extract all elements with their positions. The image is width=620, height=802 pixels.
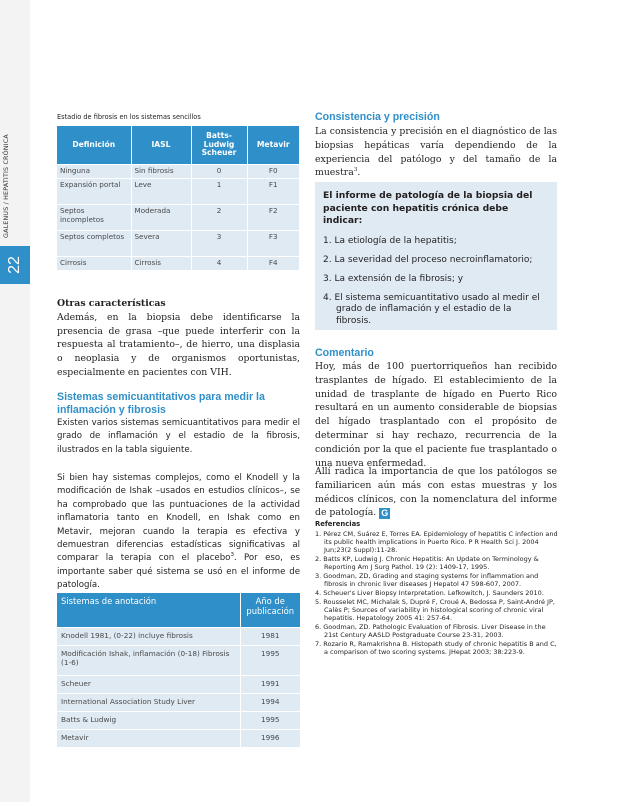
table-cell: 1996: [240, 729, 300, 747]
fibrosis-table-header: [57, 126, 299, 164]
table-cell: Sin fibrosis: [131, 164, 191, 178]
table-cell: F3: [247, 230, 299, 256]
fibrosis-table-caption: Estadio de fibrosis en los sistemas sencillos: [57, 113, 201, 121]
reference-item: 5. Rousselet MC, Michalak S, Dupré F, Croué A, Bedossa P, Saint-André JP, Calès P; Sources of variability in histological scoring of chronic viral hepatitis. Hepatology 2005 41: 257-64.: [315, 597, 555, 623]
table-cell: International Association Study Liver: [57, 693, 240, 711]
list-item: 2. La severidad del proceso necroinflamatorio;: [323, 254, 533, 265]
table-cell: 4: [191, 256, 247, 270]
annotation-table: [57, 593, 300, 747]
table-cell: F1: [247, 178, 299, 204]
reference-item: 4. Scheuer's Liver Biopsy Interpretation. Lefkowitch, J. Saunders 2010.: [315, 588, 544, 597]
table-cell: Septos completos: [57, 230, 131, 256]
running-header: [3, 214, 10, 238]
table-cell: 1: [191, 178, 247, 204]
table-row: [57, 178, 299, 204]
table-row: [57, 645, 300, 675]
table-cell: Cirrosis: [131, 256, 191, 270]
table-cell: F0: [247, 164, 299, 178]
galenus-end-mark: G: [381, 508, 389, 519]
reference-item: 1. Pérez CM, Suárez E, Torres EA. Epidemiology of hepatitis C infection and its public health implications in Puerto Rico. P R Health Sci J. 2004 Jun;23(2 Suppl):11-28.: [315, 530, 558, 555]
citation: 3: [353, 167, 358, 174]
table-cell: 1995: [240, 711, 300, 729]
table-cell: 1994: [240, 693, 300, 711]
table-row: [57, 164, 299, 178]
table-row: [57, 693, 300, 711]
table-cell: 1995: [240, 645, 300, 675]
comentario-p1: Hoy, más de 100 puertorriqueños han recibido trasplantes de hígado. El establecimiento de la unidad de trasplante de hígado en Puerto Rico resultará en un aumento considerable de biopsias del hígado trasplantado con el propósito de determinar si hay rechazo, recurrencia de la condición por la que el paciente fue trasplantado o una nueva enfermedad.: [315, 361, 557, 469]
header-cell: Batts-Ludwig Scheuer: [191, 126, 247, 164]
references-list: [315, 530, 559, 657]
semi-p2: Si bien hay sistemas complejos, como el Knodell y la modificación de Ishak –usados en estudios clínicos–, se ha comprobado que las puntuaciones de la actividad inflamatoria tanto en Knodell, en Ishak como en Metavir, mejoran cuando la terapia es efectiva y demuestran diferencias estadísticas significativas al comparar la terapia con el placebo$^3$. Por eso, es importante saber qué sistema se usó en el informe de patología.: [57, 473, 300, 591]
comentario-heading: Comentario: [315, 347, 374, 359]
table-cell: 0: [191, 164, 247, 178]
table-cell: Batts & Ludwig: [57, 711, 240, 729]
reference-item: 6. Goodman, ZD. Pathologic Evaluation of Fibrosis. Liver Disease in the 21st Century AASLD Postgraduate Course 23-31, 2003.: [315, 622, 546, 639]
table-cell: Modificación Ishak, inflamación (0-18) Fibrosis (1-6): [57, 645, 240, 675]
table-row: [57, 675, 300, 693]
table-cell: Severa: [131, 230, 191, 256]
otras-text: Además, en la biopsia debe identificarse la presencia de grasa –que puede interferir con la respuesta al tratamiento–, de hierro, una displasia o neoplasia y de organismos oportunistas, especialmente en pacientes con VIH.: [57, 311, 300, 378]
reference-item: 7. Rozario R, Ramakrishna B. Histopath study of chronic hepatitis B and C, a comparison of two scoring systems. JHepat 2003; 38:223-9.: [315, 639, 557, 656]
fibrosis-table: [57, 126, 299, 270]
list-item: 4. El sistema semicuantitativo usado al medir el grado de inflamación y el estadio de la fibrosis.: [323, 292, 540, 326]
semi-heading: Sistemas semicuantitativos para medir la inflamación y fibrosis: [57, 391, 265, 416]
table-cell: Metavir: [57, 729, 240, 747]
table-cell: Scheuer: [57, 675, 240, 693]
comentario-p2: Allí radica la importancia de que los patólogos se familiaricen aún más con estas muestras y los médicos clínicos, con la nomenclatura del informe de patología. G: [315, 466, 557, 519]
reference-item: 2. Batts KP, Ludwig J. Chronic Hepatitis: An Update on Terminology & Reporting Am J Surg Pathol. 19 (2): 1409-17, 1995.: [315, 555, 539, 572]
page-number-tab: [0, 246, 30, 284]
table-row: [57, 256, 299, 270]
table-cell: Septos incompletos: [57, 204, 131, 230]
table-row: [57, 711, 300, 729]
table-row: [57, 729, 300, 747]
table-cell: F4: [247, 256, 299, 270]
table-cell: 1981: [240, 627, 300, 645]
requirements-list: [323, 236, 549, 328]
list-item: 3. La extensión de la fibrosis; y: [323, 273, 464, 284]
table-cell: 3: [191, 230, 247, 256]
otras-heading: Otras características: [57, 298, 166, 309]
table-row: [57, 204, 299, 230]
report-requirements-box: [315, 182, 557, 330]
list-item: 1. La etiología de la hepatitis;: [323, 235, 457, 246]
consistencia-text: La consistencia y precisión en el diagnóstico de las biopsias hepáticas varía dependiendo de la experiencia del patólogo y del tamaño de la muestra$^3$.: [315, 126, 557, 179]
page-number: 22: [5, 256, 23, 274]
table-cell: Ninguna: [57, 164, 131, 178]
otras-section: [57, 297, 300, 380]
table-cell: Expansión portal: [57, 178, 131, 204]
side-strip: [0, 0, 30, 802]
table-cell: Knodell 1981, (0-22) incluye fibrosis: [57, 627, 240, 645]
annotation-table-header: [57, 593, 300, 627]
table-cell: Moderada: [131, 204, 191, 230]
header-cell: IASL: [131, 126, 191, 164]
header-cell: Sistemas de anotación: [57, 593, 240, 627]
consistencia-heading: Consistencia y precisión: [315, 111, 440, 123]
citation: 3: [230, 552, 234, 559]
references-heading: Referencias: [315, 520, 361, 528]
table-cell: 2: [191, 204, 247, 230]
table-row: [57, 230, 299, 256]
reference-item: 3. Goodman, ZD, Grading and staging systems for inflammation and fibrosis in chronic liver diseases J Hepatol 47 598-607, 2007.: [315, 572, 539, 589]
table-cell: 1991: [240, 675, 300, 693]
semi-p1: Existen varios sistemas semicuantitativos para medir el grado de inflamación y el estadio de la fibrosis, ilustrados en la tabla siguiente.: [57, 418, 300, 455]
header-cell: Definición: [57, 126, 131, 164]
table-cell: F2: [247, 204, 299, 230]
header-cell: Metavir: [247, 126, 299, 164]
box-title: El informe de patología de la biopsia del paciente con hepatitis crónica debe indicar:: [323, 190, 533, 226]
table-cell: Cirrosis: [57, 256, 131, 270]
table-cell: Leve: [131, 178, 191, 204]
header-cell: Año de publicación: [240, 593, 300, 627]
table-row: [57, 627, 300, 645]
